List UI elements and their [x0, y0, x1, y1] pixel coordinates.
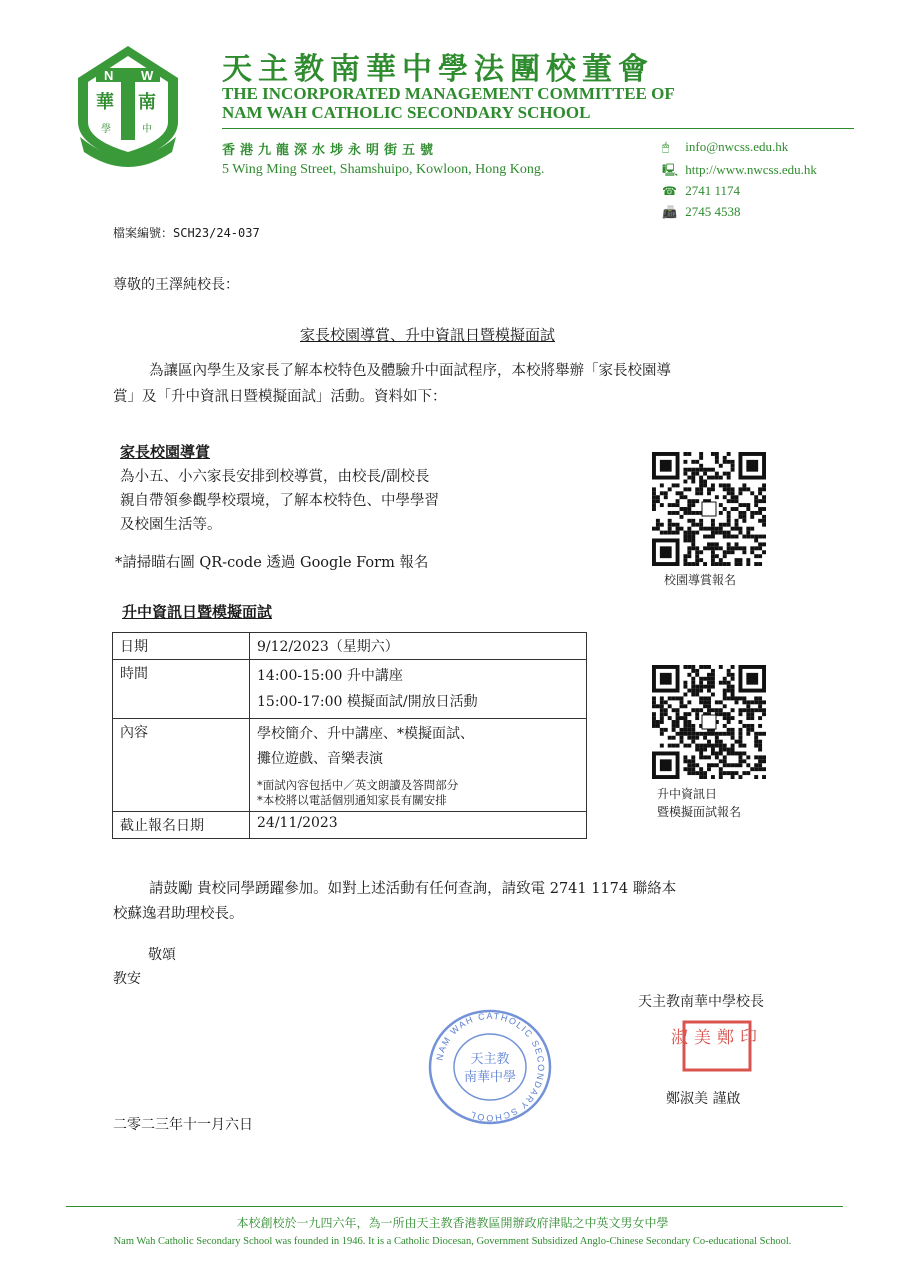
intro-line-1: 為讓區內學生及家長了解本校特色及體驗升中面試程序，本校將舉辦「家長校園導 — [149, 363, 671, 379]
regards-1: 敬頌 — [148, 947, 176, 963]
time-slot-1: 14:00-15:00 升中講座 — [257, 668, 403, 684]
qr-code-tour[interactable] — [652, 452, 766, 566]
content-line-2: 攤位遊戲、音樂表演 — [257, 751, 383, 767]
deadline-label: 截止報名日期 — [113, 812, 250, 839]
table-row — [113, 812, 587, 839]
content-note-2: *本校將以電話個別通知家長有關安排 — [257, 793, 447, 807]
chop-text: 淑美鄭印 — [671, 1028, 763, 1048]
tour-line-1: 為小五、小六家長安排到校導賞，由校長/副校長 — [120, 469, 430, 485]
logo-char-nan: 南 — [138, 92, 156, 113]
signatory-title: 天主教南華中學校長 — [638, 994, 764, 1010]
signatory-name: 鄭淑美 謹啟 — [666, 1091, 741, 1107]
address-cn: 香港九龍深水埗永明街五號 — [222, 143, 439, 158]
stamp-center-2: 南華中學 — [463, 1070, 517, 1085]
logo-char-zhong: 中 — [142, 124, 152, 135]
address-en: 5 Wing Ming Street, Shamshuipo, Kowloon, Hong Kong. — [222, 162, 545, 177]
school-stamp — [427, 1008, 553, 1126]
contact-fax — [662, 204, 741, 220]
qr-code-info-day[interactable] — [652, 665, 766, 779]
phone-text: 2741 1174 — [685, 183, 741, 198]
logo-char-hua: 華 — [96, 92, 114, 113]
table-row — [113, 633, 587, 660]
email-text: info@nwcss.edu.hk — [685, 139, 789, 154]
stamp-ring-text: NAM WAH CATHOLIC SECONDARY SCHOOL — [434, 1010, 547, 1124]
date-value: 9/12/2023（星期六） — [250, 633, 587, 660]
org-title-cn: 天主教南華中學法團校董會 — [222, 52, 654, 87]
stamp-center-1: 天主教 — [470, 1052, 510, 1067]
content-line-1: 學校簡介、升中講座、*模擬面試、 — [257, 726, 474, 742]
logo-char-xue: 學 — [101, 124, 111, 135]
header-rule — [222, 128, 854, 129]
time-label: 時間 — [113, 660, 250, 719]
school-logo — [68, 42, 188, 167]
info-table — [112, 632, 587, 839]
content-value — [250, 719, 587, 812]
time-slot-2: 15:00-17:00 模擬面試/開放日活動 — [257, 694, 478, 710]
fax-text: 2745 4538 — [685, 204, 741, 219]
org-title-en-line2: NAM WAH CATHOLIC SECONDARY SCHOOL — [222, 103, 591, 122]
qr-caption-info-1: 升中資訊日 — [657, 787, 718, 801]
date-label: 日期 — [113, 633, 250, 660]
contact-email[interactable] — [662, 139, 788, 155]
file-number: 檔案編號：SCH23/24-037 — [113, 226, 260, 240]
closing-line-1: 請鼓勵 貴校同學踴躍參加。如對上述活動有任何查詢，請致電 2741 1174 聯絡本 — [149, 881, 677, 897]
fax-icon: 📠 — [662, 205, 677, 219]
letter-title: 家長校園導賞、升中資訊日暨模擬面試 — [300, 326, 556, 344]
deadline-value: 24/11/2023 — [250, 812, 587, 839]
qr-caption-tour: 校園導賞報名 — [664, 573, 737, 587]
salutation: 尊敬的王澤純校長： — [113, 277, 239, 293]
svg-text:NAM WAH CATHOLIC SECONDARY SCH — [434, 1011, 546, 1123]
contact-website[interactable] — [662, 161, 817, 182]
tour-note: *請掃瞄右圖 QR-code 透過 Google Form 報名 — [115, 555, 429, 571]
content-note-1: *面試內容包括中／英文朗讀及答問部分 — [257, 778, 459, 792]
logo-letter-w: W — [141, 68, 154, 83]
contact-phone — [662, 183, 740, 199]
tour-line-3: 及校園生活等。 — [120, 517, 222, 533]
intro-line-2: 賞」及「升中資訊日暨模擬面試」活動。資料如下： — [113, 389, 447, 405]
footer-rule — [66, 1206, 843, 1207]
principal-chop — [671, 1020, 763, 1072]
computer-icon: 🖳 — [662, 163, 679, 177]
content-label: 內容 — [113, 719, 250, 812]
table-row — [113, 719, 587, 812]
qr-caption-info-2: 暨模擬面試報名 — [657, 805, 742, 819]
letter-date: 二零二三年十一月六日 — [113, 1117, 253, 1133]
regards-2: 教安 — [113, 971, 141, 987]
info-heading: 升中資訊日暨模擬面試 — [122, 603, 273, 621]
footer-cn: 本校創校於一九四六年，為一所由天主教香港教區開辦政府津貼之中英文男女中學 — [236, 1216, 669, 1230]
closing-line-2: 校蘇逸君助理校長。 — [113, 906, 244, 922]
org-title-en-line1: THE INCORPORATED MANAGEMENT COMMITTEE OF — [222, 84, 675, 103]
time-value — [250, 660, 587, 719]
tour-heading: 家長校園導賞 — [120, 443, 211, 461]
website-text: http://www.nwcss.edu.hk — [685, 162, 817, 177]
phone-icon: ☎ — [662, 184, 677, 198]
tour-line-2: 親自帶領參觀學校環境，了解本校特色、中學學習 — [120, 493, 439, 509]
mouse-icon: 🖱 — [662, 140, 670, 154]
table-row — [113, 660, 587, 719]
footer-en: Nam Wah Catholic Secondary School was founded in 1946. It is a Catholic Diocesan, Government Subsidized Anglo-Chinese Secondary Co-educational School. — [113, 1236, 792, 1247]
logo-letter-n: N — [104, 68, 114, 83]
